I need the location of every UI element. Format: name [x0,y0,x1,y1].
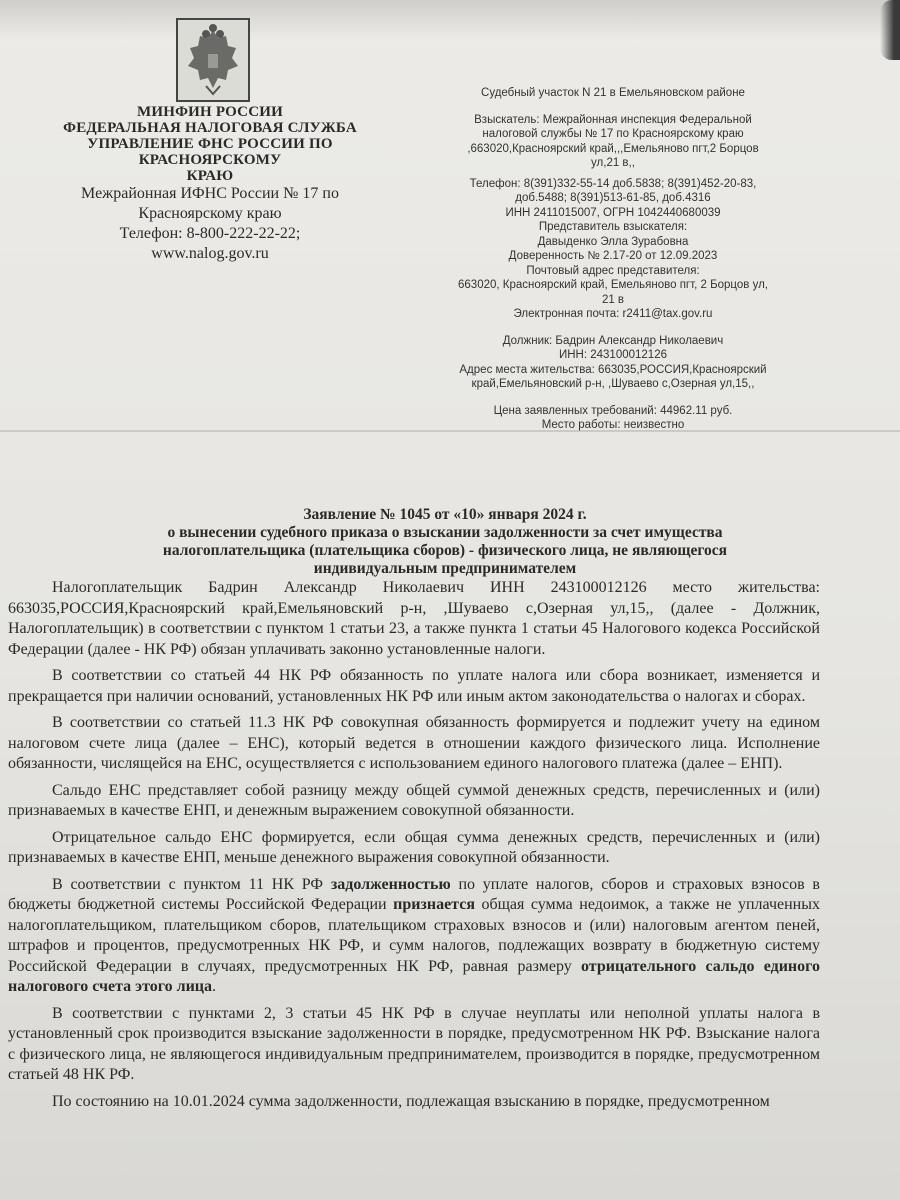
claimant-line: налоговой службы № 17 по Красноярскому краю [482,128,744,140]
debtor-address: край,Емельяновский р-н, ,Шуваево с,Озерная ул,15,, [471,378,755,390]
claimant-line: ,663020,Красноярский край,,,Емельяново пгт,2 Борцов [467,142,759,155]
text-run: по уплате налогов, сборов и страховых взносов в бюджеты бюджетной системы Российской Федерации [8,875,820,913]
inspection-name: Красноярскому краю [138,205,282,222]
text-run: общая сумма недоимок, а также не уплаченных налогоплательщиком, плательщиком сборов, плательщиком страховых взносов и (или) налоговым агентом пеней, штрафов и процентов, предусмотренных НК РФ, и сумм налогов, подлежащих возврату в бюджетную систему Российской Федерации в случаях, предусмотренных НК РФ, равная размеру [8,896,820,975]
sender-website: www.nalog.gov.ru [151,245,269,262]
photo-shadow [0,0,900,40]
court-name: Судебный участок N 21 в Емельяновском районе [481,87,745,99]
paragraph: В соответствии со статьей 44 НК РФ обязанность по уплате налога или сбора возникает, изменяется и прекращается при наличии оснований, установленных НК РФ или иным актом законодательства о налогах и сборах. [8,667,820,705]
paragraph: По состоянию на 10.01.2024 сумма задолженности, подлежащая взысканию в порядке, предусмотренном [52,1092,770,1110]
debtor-address: Адрес места жительства: 663035,РОССИЯ,Красноярский [459,363,767,376]
debtor-name: Должник: Бадрин Александр Николаевич [502,334,724,347]
org-line: УПРАВЛЕНИЕ ФНС РОССИИ ПО КРАСНОЯРСКОМУ [87,136,333,168]
recipient-header [438,86,788,433]
representative-name: Давыденко Элла Зурабовна [537,235,689,248]
claimant-phones: доб.5488; 8(391)513-61-85, доб.4316 [515,192,711,204]
email: Электронная почта: r2411@tax.gov.ru [513,308,713,320]
paragraph: В соответствии со статьей 11.3 НК РФ совокупная обязанность формируется и подлежит учету на едином налоговом счете лица (далее – ЕНС), который ведется в отношении каждого физического лица. Исполнение обязанности, числящейся на ЕНС, осуществляется с использованием единого налогового платежа (далее – ЕНП). [8,714,820,772]
bold-term: признается [393,896,475,913]
claimant-line: Взыскатель: Межрайонная инспекция Федеральной [474,113,752,126]
sender-phone: Телефон: 8-800-222-22-22; [119,225,301,242]
claimant-inn-ogrn: ИНН 2411015007, ОГРН 1042440680039 [505,206,721,219]
paragraph [8,875,820,998]
bold-term: задолженностью [330,875,451,893]
org-line: КРАЮ [186,168,234,184]
representative-label: Представитель взыскателя: [538,221,688,233]
title-line: Заявление № 1045 от «10» января 2024 г. [303,506,587,523]
workplace: Место работы: неизвестно [541,419,685,431]
paragraph: Налогоплательщик Бадрин Александр Николаевич ИНН 243100012126 место жительства: 663035,РОССИЯ,Красноярский край,Емельяновский р-н, ,Шуваево с,Озерная ул,15,, (далее - Должник, Налогоплательщик) в соответствии с пунктом 1 статьи 23, а также пункта 1 статьи 45 Налогового кодекса Российской Федерации (далее - НК РФ) обязан уплачивать законно установленные налоги. [8,579,820,658]
postal-address: 663020, Красноярский край, Емельяново пгт, 2 Борцов ул, [458,279,768,291]
coat-of-arms-emblem [176,18,250,102]
org-line: МИНФИН РОССИИ [137,104,283,120]
text-run: . [212,978,217,995]
postal-label: Почтовый адрес представителя: [526,264,700,277]
org-line: ФЕДЕРАЛЬНАЯ НАЛОГОВАЯ СЛУЖБА [63,120,357,136]
paragraph: Сальдо ЕНС представляет собой разницу между общей суммой денежных средств, перечисленных и (или) признаваемых в качестве ЕНП, и денежным выражением совокупной обязанности. [8,781,820,819]
title-line: налогоплательщика (плательщика сборов) - физического лица, не являющегося [162,542,728,559]
title-line: индивидуальным предпринимателем [313,560,577,577]
paragraph: Отрицательное сальдо ЕНС формируется, если общая сумма денежных средств, перечисленных и (или) признаваемых в качестве ЕНП, меньше денежного выражения совокупной обязанности. [8,828,820,866]
claimant-line: ул,21 в,, [591,157,635,169]
postal-address: 21 в [601,293,625,306]
claim-amount: Цена заявленных требований: 44962.11 руб. [493,404,733,417]
bold-term: отрицательного сальдо единого налогового счета этого лица [8,957,820,995]
claimant-phones: Телефон: 8(391)332-55-14 доб.5838; 8(391)452-20-83, [469,177,757,190]
paragraph: В соответствии с пунктами 2, 3 статьи 45 НК РФ в случае неуплаты или неполной уплаты налога в установленный срок производится взыскание задолженности в порядке, предусмотренном НК РФ. Взыскание налога с физического лица, не являющегося индивидуальным предпринимателем, производится в порядке, предусмотренном статьей 48 НК РФ. [8,1004,820,1083]
document-title [60,506,830,578]
sender-header [20,104,400,264]
power-of-attorney: Доверенность № 2.17-20 от 12.09.2023 [508,250,718,262]
document-body [8,578,820,1112]
debtor-inn: ИНН: 243100012126 [558,349,667,361]
title-line: о вынесении судебного приказа о взыскании задолженности за счет имущества [167,524,723,541]
page-corner-shadow [880,0,900,60]
text-run: В соответствии с пунктом 11 НК РФ [52,875,331,893]
inspection-name: Межрайонная ИФНС России № 17 по [81,185,339,202]
